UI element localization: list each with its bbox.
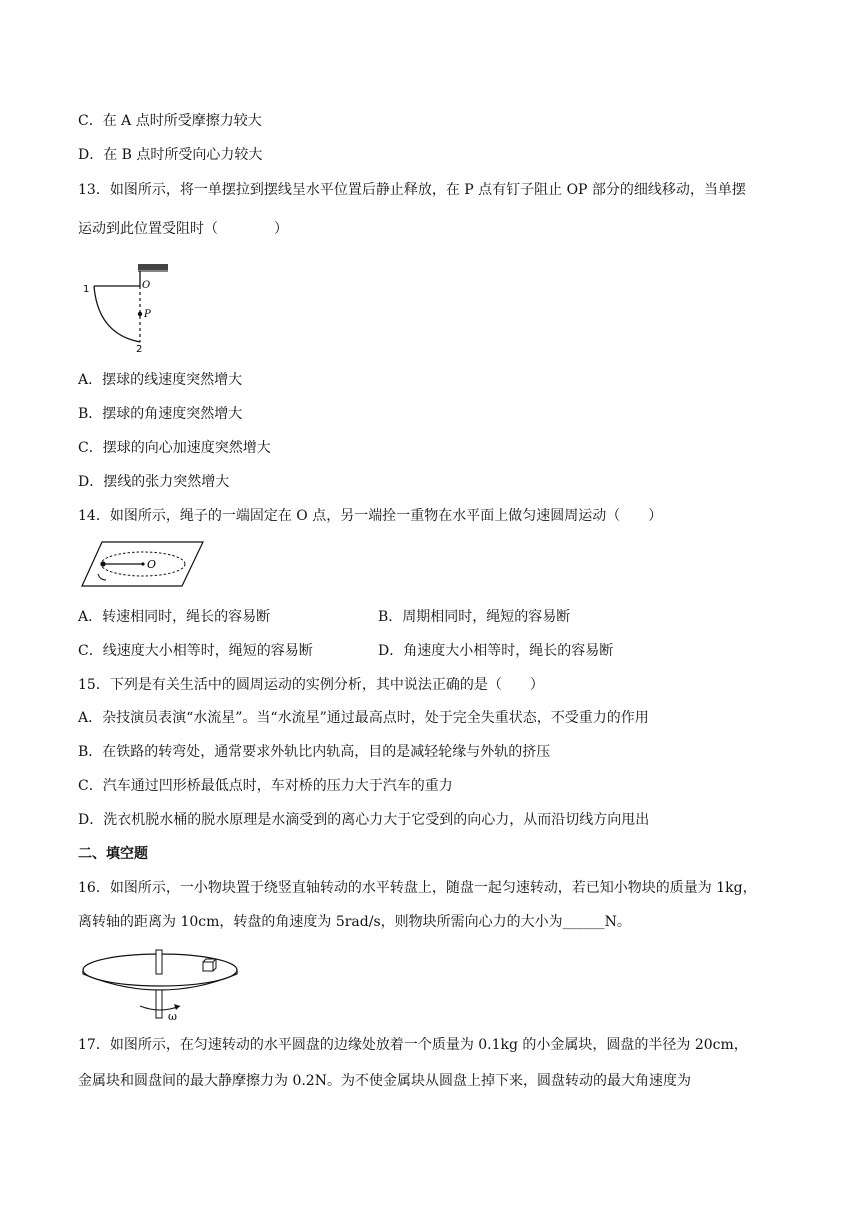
rope-circle-figure bbox=[80, 540, 205, 588]
q13-stem-line1: 13．如图所示，将一单摆拉到摆线呈水平位置后静止释放，在 P 点有钉子阻止 OP 部分的细线移动，当单摆 bbox=[78, 182, 746, 198]
rotation-arrow bbox=[98, 574, 106, 580]
q14-option-d: D．角速度大小相等时，绳长的容易断 bbox=[378, 643, 614, 659]
q15-option-b: B．在铁路的转弯处，通常要求外轨比内轨高，目的是减轻轮缘与外轨的挤压 bbox=[78, 744, 551, 760]
ceiling-support bbox=[138, 264, 168, 270]
weight-object bbox=[100, 561, 105, 566]
q13-option-d: D．摆线的张力突然增大 bbox=[78, 474, 230, 490]
q12-option-d: D．在 B 点时所受向心力较大 bbox=[78, 147, 263, 163]
pendulum-figure bbox=[80, 262, 190, 354]
q14-option-c: C．线速度大小相等时，绳短的容易断 bbox=[78, 643, 313, 659]
q13-stem-line2: 运动到此位置受阻时（ ） bbox=[78, 221, 288, 237]
label-o-14: O bbox=[147, 558, 157, 571]
q16-stem-line2: 离转轴的距离为 10cm，转盘的角速度为 5rad/s，则物块所需向心力的大小为______N。 bbox=[78, 914, 631, 930]
turntable-figure bbox=[80, 940, 240, 1020]
q14-stem: 14．如图所示，绳子的一端固定在 O 点，另一端拴一重物在水平面上做匀速圆周运动（ ） bbox=[78, 508, 663, 524]
label-2: 2 bbox=[136, 344, 143, 354]
label-1: 1 bbox=[83, 284, 90, 295]
axle-top bbox=[156, 950, 162, 974]
q13-option-a: A．摆球的线速度突然增大 bbox=[78, 372, 243, 388]
q15-option-a: A．杂技演员表演“水流星”。当“水流星”通过最高点时，处于完全失重状态，不受重力的作用 bbox=[78, 710, 649, 726]
axle-bottom bbox=[156, 990, 162, 1018]
nail-p bbox=[138, 312, 142, 316]
q15-option-c: C．汽车通过凹形桥最低点时，车对桥的压力大于汽车的重力 bbox=[78, 778, 453, 794]
section-title-fill-in: 二、填空题 bbox=[78, 846, 148, 862]
q17-stem-line2: 金属块和圆盘间的最大静摩擦力为 0.2N。为不使金属块从圆盘上掉下来，圆盘转动的最大角速度为 bbox=[78, 1073, 691, 1089]
q16-stem-line1: 16．如图所示，一小物块置于绕竖直轴转动的水平转盘上，随盘一起匀速转动，若已知小物块的质量为 1kg， bbox=[78, 880, 757, 896]
small-block bbox=[203, 962, 213, 971]
q12-option-c: C．在 A 点时所受摩擦力较大 bbox=[78, 113, 262, 129]
q17-stem-line1: 17．如图所示，在匀速转动的水平圆盘的边缘处放着一个质量为 0.1kg 的小金属块，圆盘的半径为 20cm， bbox=[78, 1037, 748, 1053]
label-o: O bbox=[142, 280, 151, 291]
q13-option-c: C．摆球的向心加速度突然增大 bbox=[78, 440, 271, 456]
swing-arc bbox=[94, 286, 140, 342]
label-omega: ω bbox=[168, 1010, 177, 1020]
center-point bbox=[141, 562, 144, 565]
q15-stem: 15．下列是有关生活中的圆周运动的实例分析，其中说法正确的是（ ） bbox=[78, 677, 544, 693]
q14-option-a: A．转速相同时，绳长的容易断 bbox=[78, 609, 271, 625]
label-p: P bbox=[144, 309, 151, 320]
q13-option-b: B．摆球的角速度突然增大 bbox=[78, 406, 243, 422]
q14-option-b: B．周期相同时，绳短的容易断 bbox=[378, 609, 571, 625]
q15-option-d: D．洗衣机脱水桶的脱水原理是水滴受到的离心力大于它受到的向心力，从而沿切线方向甩出 bbox=[78, 812, 650, 828]
